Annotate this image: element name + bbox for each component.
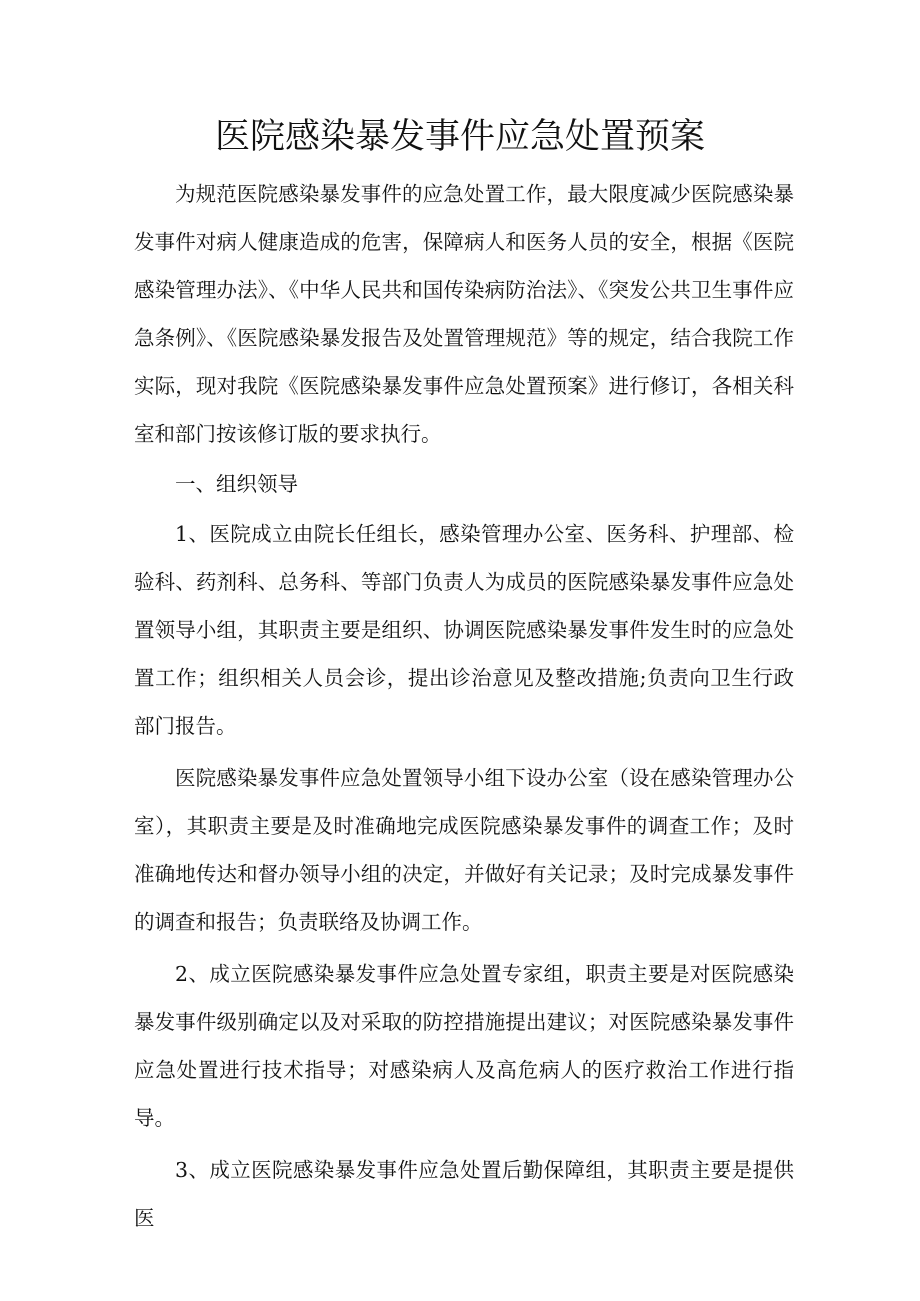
- paragraph-leadership-group: 1、医院成立由院长任组长，感染管理办公室、医务科、护理部、检验科、药剂科、总务科、等部门负责人为成员的医院感染暴发事件应急处置领导小组，其职责主要是组织、协调医院感染暴发事件发生时的应急处置工作；组织相关人员会诊，提出诊治意见及整改措施;负责向卫生行政部门报告。: [134, 522, 794, 738]
- paragraph-expert-group: 2、成立医院感染暴发事件应急处置专家组，职责主要是对医院感染暴发事件级别确定以及对采取的防控措施提出建议；对医院感染暴发事件应急处置进行技术指导；对感染病人及高危病人的医疗救治工作进行指导。: [134, 962, 794, 1130]
- paragraph-office: 医院感染暴发事件应急处置领导小组下设办公室（设在感染管理办公室），其职责主要是及时准确地完成医院感染暴发事件的调查工作；及时准确地传达和督办领导小组的决定，并做好有关记录；及时完成暴发事件的调查和报告；负责联络及协调工作。: [134, 766, 794, 934]
- document-title: 医院感染暴发事件应急处置预案: [214, 117, 705, 157]
- document-body: [134, 170, 794, 1242]
- paragraph-logistics-group: 3、成立医院感染暴发事件应急处置后勤保障组，其职责主要是提供医: [134, 1158, 794, 1230]
- intro-paragraph: 为规范医院感染暴发事件的应急处置工作，最大限度减少医院感染暴发事件对病人健康造成的危害，保障病人和医务人员的安全，根据《医院感染管理办法》、《中华人民共和国传染病防治法》、《突发公共卫生事件应急条例》、《医院感染暴发报告及处置管理规范》等的规定，结合我院工作实际，现对我院《医院感染暴发事件应急处置预案》进行修订，各相关科室和部门按该修订版的要求执行。: [134, 182, 794, 446]
- section-heading-organization: 一、组织领导: [175, 472, 298, 496]
